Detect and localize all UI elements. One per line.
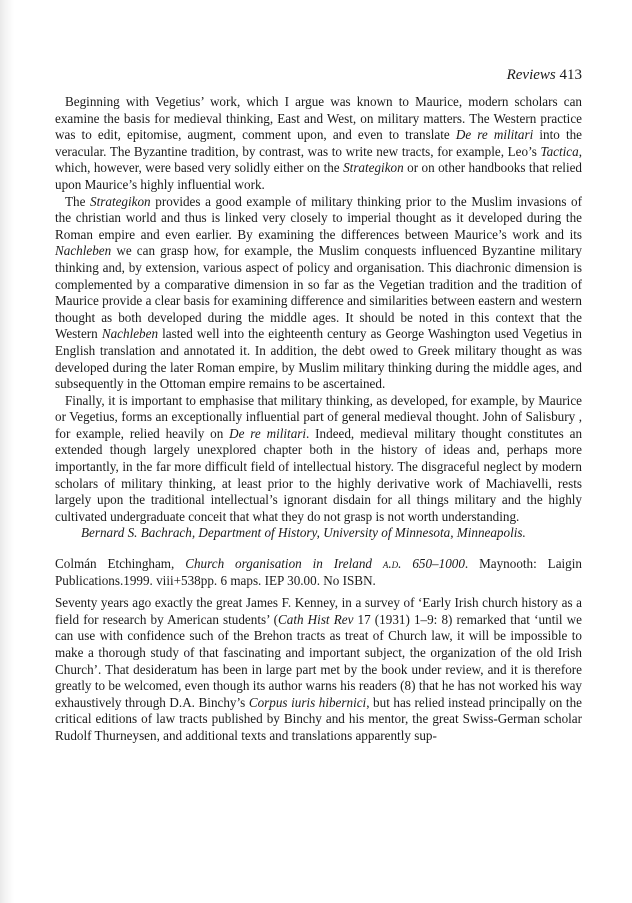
reviewer-signature: Bernard S. Bachrach, Department of History, University of Minnesota, Minneapolis.	[81, 525, 526, 541]
scan-edge-shadow	[0, 0, 14, 903]
journal-title: Cath Hist Rev	[278, 611, 354, 627]
work-title: Corpus iuris hibernici	[248, 694, 367, 710]
work-title: Strategikon	[343, 160, 404, 176]
work-title: De re militari	[455, 127, 534, 143]
review1-paragraph-3: Finally, it is important to emphasise that military thinking, as developed, for example, by Maurice or Vegetius, forms an exceptionally influential part of general medieval thought. John of Salisbury , for example, relied heavily on De re militari. Indeed, medieval military thought constitutes an extended though largely unexplored chapter both in the history of ideas and, perhaps more importantly, in the far more difficult field of intellectual history. The disgraceful neglect by modern scholars of military thinking, at least prior to the highly derivative work of Machiavelli, rests largely upon the traditional intellectual’s ignorant disdain for all things military and the highly cultivated undergraduate conceit that what they do not grasp is not worth understanding.	[55, 392, 583, 524]
journal-page	[55, 66, 582, 745]
section-gap	[55, 542, 582, 556]
review2-paragraph-1: Seventy years ago exactly the great James F. Kenney, in a survey of ‘Early Irish church history as a field for research by American students’ (Cath Hist Rev 17 (1931) 1–9: 8) remarked that ‘until we can use with confidence such of the Brehon tracts as treat of Church law, it will be impossible to make a thorough study of that fascinating and important subject, the organization of the old Irish Church’. That desideratum has been in large part met by the book under review, and it is therefore greatly to be welcomed, even though its author warns his readers (8) that he has not worked his way exhaustively through D.A. Binchy’s Corpus iuris hibernici, but has relied instead principally on the critical editions of law tracts published by Binchy and his mentor, the great Swiss-German scholar Rudolf Thurneysen, and additional texts and translations apparently sup-	[55, 595, 582, 743]
review1-paragraph-1: Beginning with Vegetius’ work, which I argue was known to Maurice, modern scholars can examine the basis for medieval thinking, East and West, on military matters. The Western practice was to edit, epitomise, augment, comment upon, and even to translate De re militari into the veracular. The Byzantine tradition, by contrast, was to write new tracts, for example, Leo’s Tactica, which, however, were based very solidly either on the Strategikon or on other handbooks that relied upon Maurice’s highly influential work.	[55, 94, 583, 192]
running-head-title: Reviews	[506, 67, 556, 83]
era-abbrev: a.d.	[382, 556, 402, 572]
review2-citation: Colmán Etchingham, Church organisation in Ireland a.d. 650–1000. Maynooth: Laigin Publications.1999. viii+538pp. 6 maps. IEP 30.00. No ISBN.	[55, 556, 582, 588]
work-title: De re militari	[229, 425, 307, 441]
running-head	[55, 66, 582, 84]
book-title-dates: 650–1000	[401, 556, 465, 572]
foreign-term: Nachleben	[101, 326, 159, 342]
work-title: Strategikon	[90, 193, 151, 209]
page-number: 413	[559, 67, 582, 83]
book-title: Church organisation in Ireland	[185, 556, 383, 572]
foreign-term: Nachleben	[55, 243, 112, 259]
review1-paragraph-2: The Strategikon provides a good example of military thinking prior to the Muslim invasions of the christian world and thus is linked very closely to imperial thought as it developed during the Roman empire and even earlier. By examining the differences between Maurice’s work and its Nachleben we can grasp how, for example, the Muslim conquests influenced Byzantine military thinking and, by extension, various aspect of policy and organisation. This diachronic dimension is complemented by a comparative dimension in so far as the Vegetian tradition and the tradition of Maurice provide a clear basis for examining difference and similarities between eastern and western thought as both developed during the middle ages. It should be noted in this context that the Western Nachleben lasted well into the eighteenth century as George Washington used Vegetius in English translation and annotated it. In addition, the debt owed to Greek military thought as was developed during the later Roman empire, by Muslim military thinking during the middle ages, and subsequently in the Ottoman empire remains to be ascertained.	[55, 193, 582, 392]
work-title: Tactica	[540, 143, 579, 159]
